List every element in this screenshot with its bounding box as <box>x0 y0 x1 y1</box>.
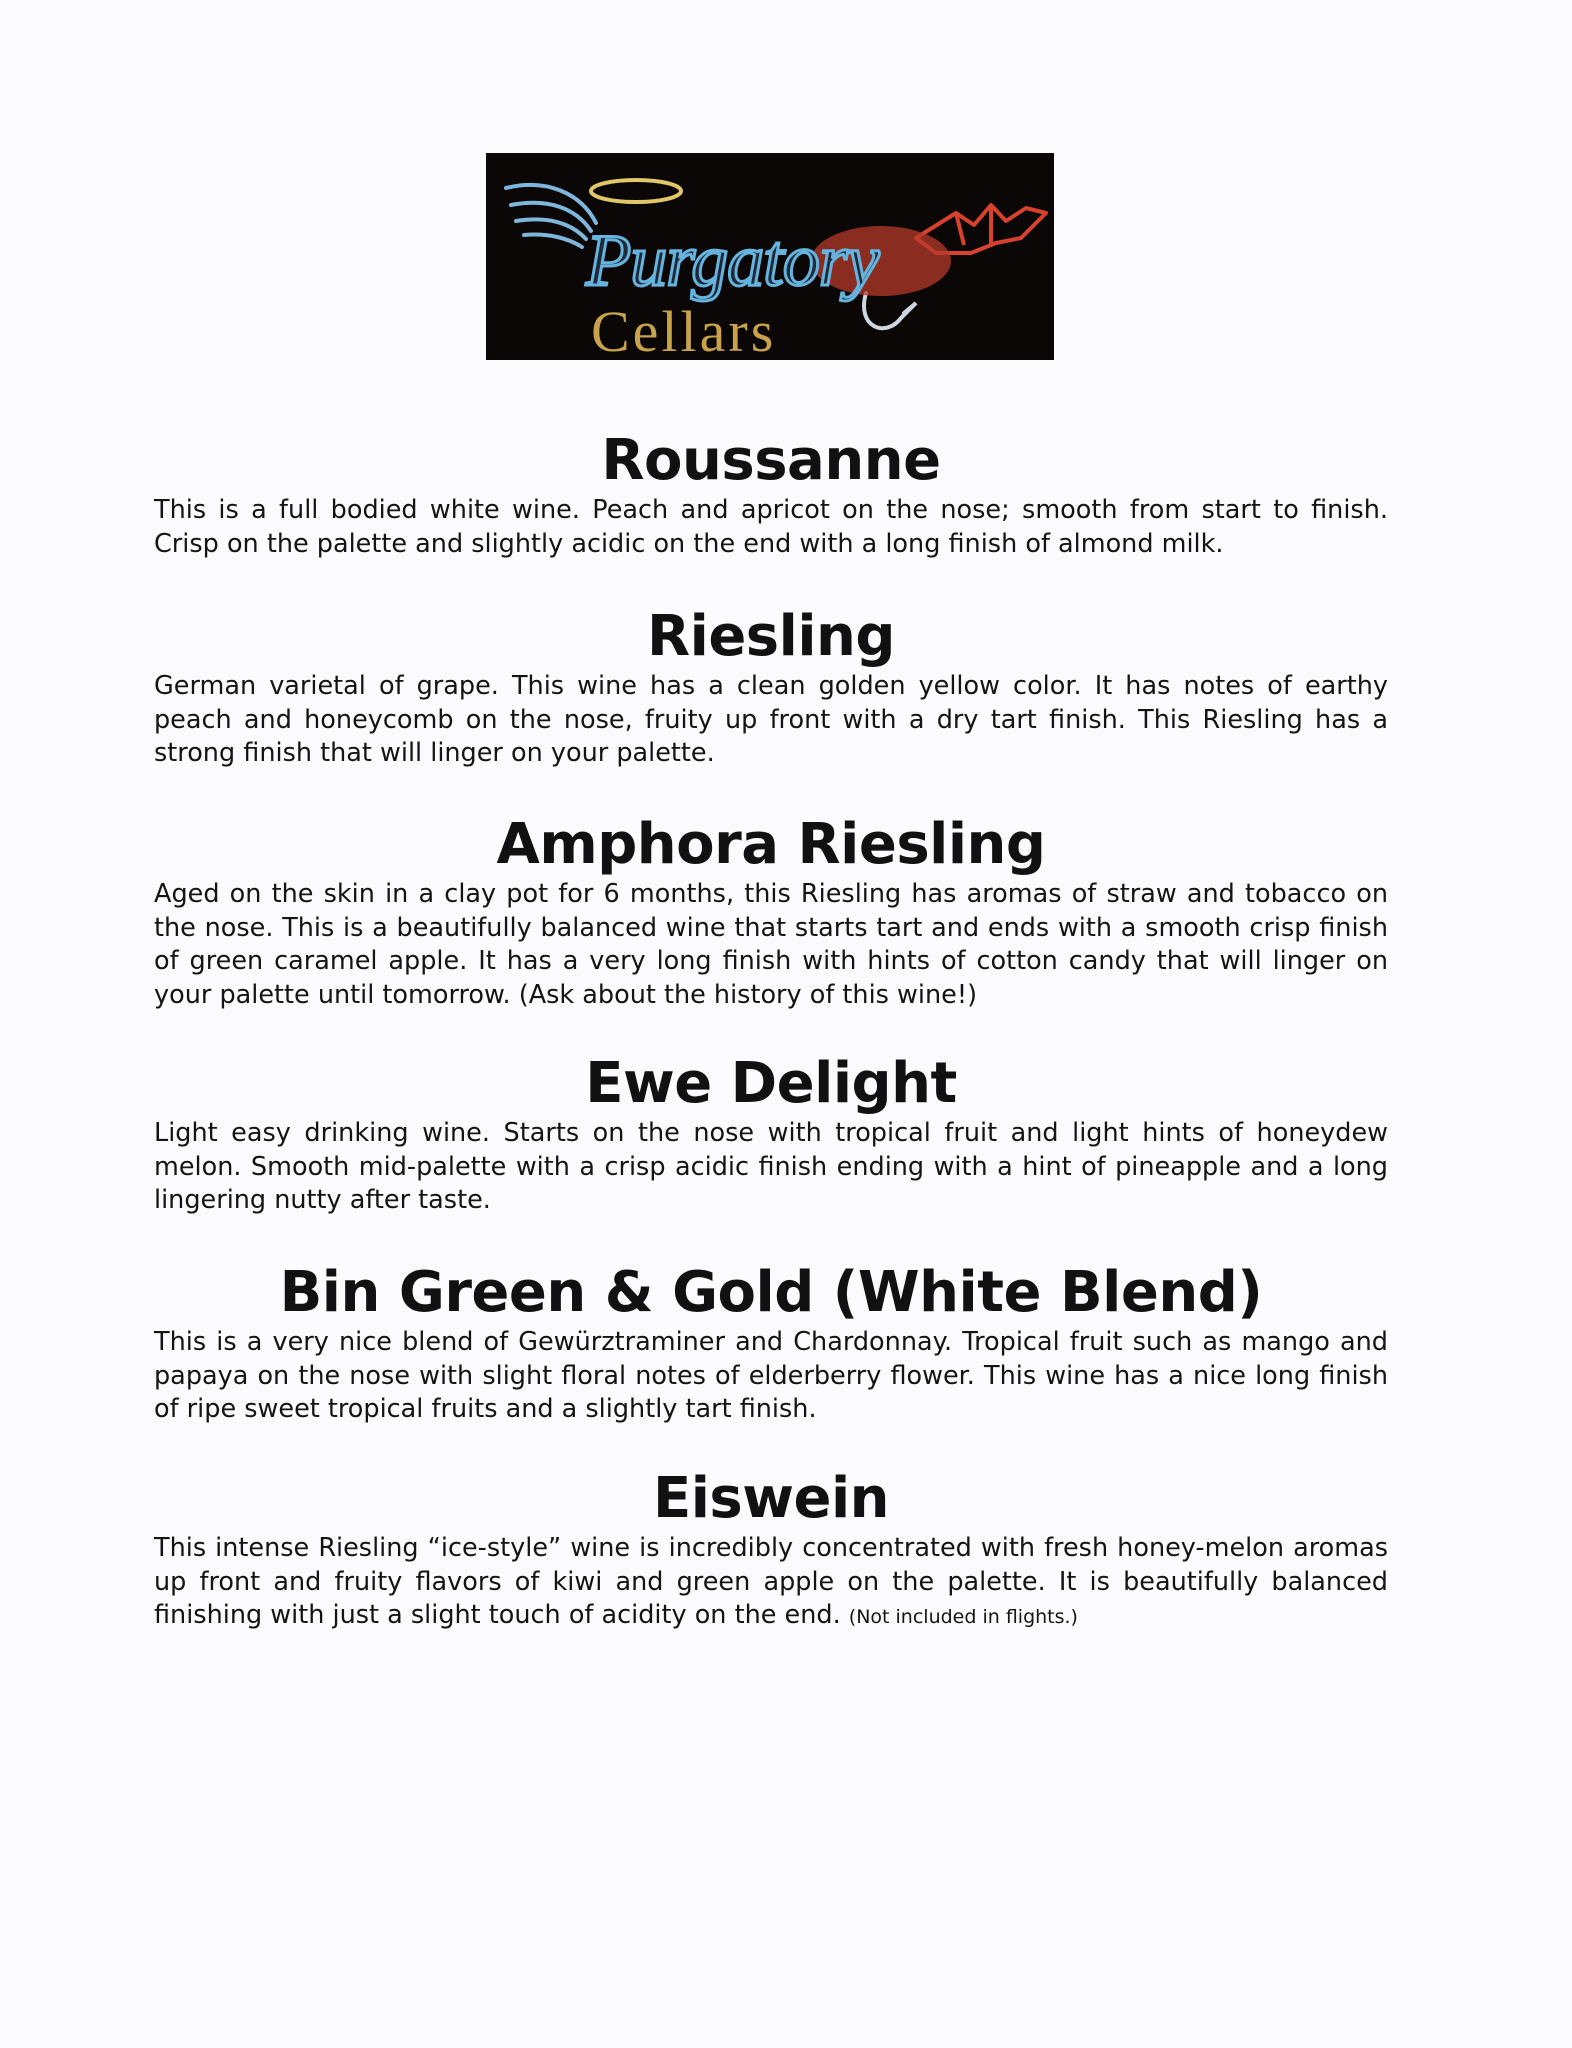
wine-description <box>154 1532 1388 1635</box>
wine-description: Light easy drinking wine. Starts on the nose with tropical fruit and light hints of honeydew melon. Smooth mid-palette with a crisp acidic finish ending with a hint of pineapple and a long lingering nutty after taste. <box>154 1118 1388 1215</box>
wine-name: Roussanne <box>601 428 941 493</box>
wine-section-bin-green-gold <box>154 1260 1388 1427</box>
wine-section-amphora-riesling <box>154 812 1388 1012</box>
wine-name: Amphora Riesling <box>496 812 1046 877</box>
wine-name: Bin Green & Gold (White Blend) <box>279 1260 1263 1325</box>
wine-name: Eiswein <box>652 1466 890 1531</box>
logo-word-purgatory: Purgatory <box>586 220 879 302</box>
wine-description: This is a full bodied white wine. Peach and apricot on the nose; smooth from start to finish. Crisp on the palette and slightly acidic on the end with a long finish of almond milk. <box>154 495 1388 559</box>
wine-note: (Not included in flights.) <box>848 1606 1078 1628</box>
wine-description: Aged on the skin in a clay pot for 6 months, this Riesling has aromas of straw and tobacco on the nose. This is a beautifully balanced wine that starts tart and ends with a smooth crisp finish of green caramel apple. It has a very long finish with hints of cotton candy that will linger on your palette until tomorrow. (Ask about the history of this wine!) <box>154 879 1388 1010</box>
wine-section-riesling <box>154 604 1388 771</box>
wine-section-ewe-delight <box>154 1051 1388 1218</box>
wine-section-roussanne <box>154 428 1388 561</box>
wine-section-eiswein <box>154 1466 1388 1635</box>
wine-description-text: This intense Riesling “ice-style” wine is incredibly concentrated with fresh honey-melon aromas up front and fruity flavors of kiwi and green apple on the palette. It is beautifully balanced finishing with just a slight touch of acidity on the end. <box>154 1533 1388 1630</box>
logo-artwork <box>486 153 1054 360</box>
wine-description: German varietal of grape. This wine has a clean golden yellow color. It has notes of earthy peach and honeycomb on the nose, fruity up front with a dry tart finish. This Riesling has a strong finish that will linger on your palette. <box>154 671 1388 768</box>
logo-word-cellars: Cellars <box>591 299 777 360</box>
wine-description: This is a very nice blend of Gewürztraminer and Chardonnay. Tropical fruit such as mango and papaya on the nose with slight floral notes of elderberry flower. This wine has a nice long finish of ripe sweet tropical fruits and a slightly tart finish. <box>154 1327 1388 1424</box>
purgatory-cellars-logo <box>486 153 1054 360</box>
wine-name: Ewe Delight <box>585 1051 957 1116</box>
wine-name: Riesling <box>647 604 895 669</box>
